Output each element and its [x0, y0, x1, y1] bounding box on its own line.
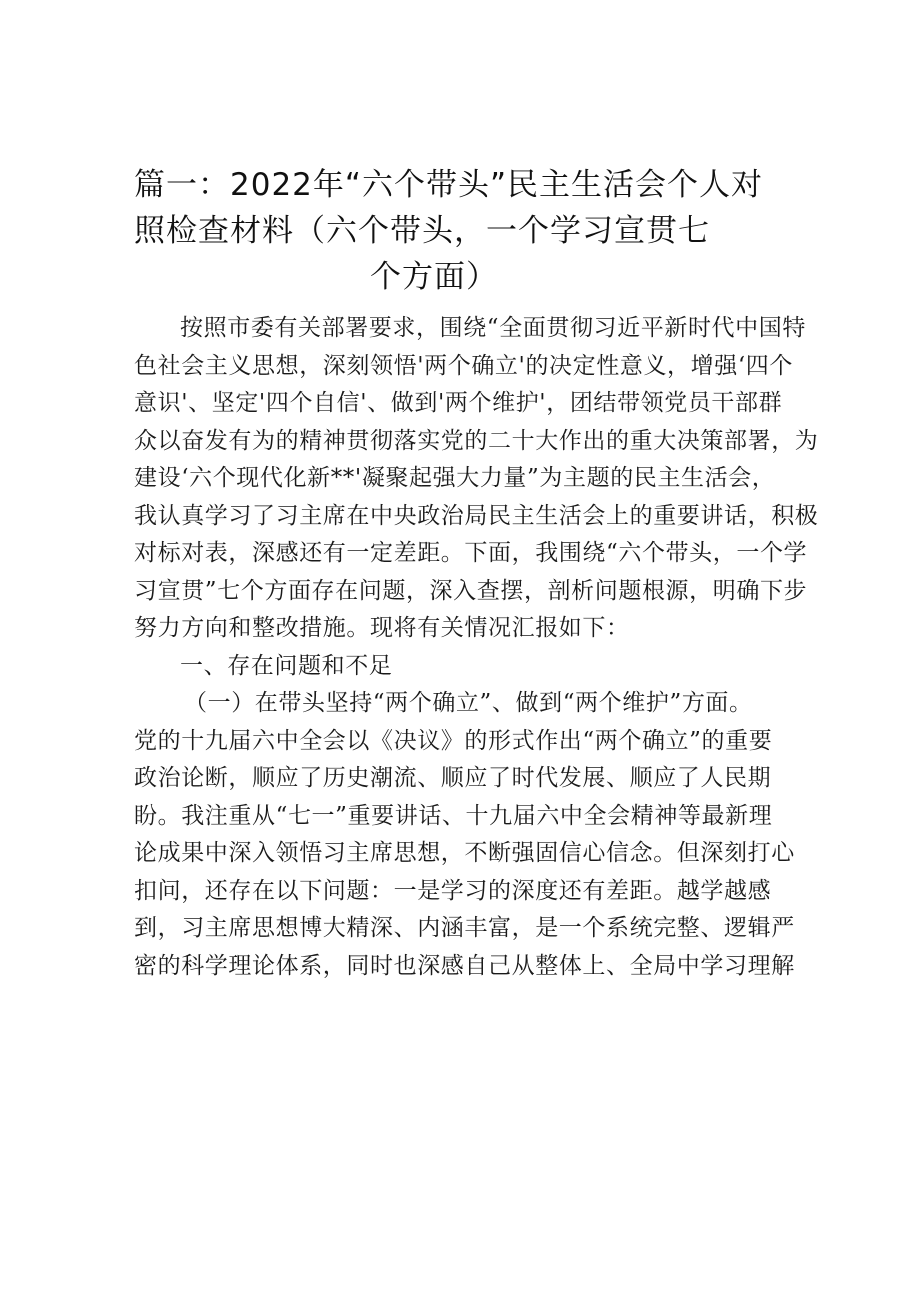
paragraph-line: 党的十九届六中全会以《决议》的形式作出“两个确立”的重要	[134, 727, 773, 754]
paragraph-line: 我认真学习了习主席在中央政治局民主生活会上的重要讲话，积极	[134, 502, 819, 529]
paragraph-line: 密的科学理论体系，同时也深感自己从整体上、全局中学习理解	[134, 952, 795, 979]
section-heading: 一、存在问题和不足	[180, 652, 393, 679]
paragraph-line: 众以奋发有为的精神贯彻落实党的二十大作出的重大决策部署，为	[134, 427, 819, 454]
paragraph-line: 按照市委有关部署要求，围绕“全面贯彻习近平新时代中国特	[180, 315, 806, 341]
paragraph-line: 习宣贯”七个方面存在问题，深入查摆，剖析问题根源，明确下步	[134, 577, 808, 604]
document-body	[134, 310, 819, 985]
paragraph-line: 意识'、坚定'四个自信'、做到'两个维护'，团结带领党员干部群	[134, 390, 783, 416]
title-line: 个方面）	[370, 259, 498, 295]
title-line: 篇一：2022年“六个带头”民主生活会个人对	[134, 167, 764, 203]
paragraph-line: 到，习主席思想博大精深、内涵丰富，是一个系统完整、逻辑严	[134, 915, 795, 941]
paragraph-line: 努力方向和整改措施。现将有关情况汇报如下：	[134, 615, 630, 641]
paragraph-line: 色社会主义思想，深刻领悟'两个确立'的决定性意义，增强‘四个	[134, 352, 793, 379]
paragraph-line: 对标对表，深感还有一定差距。下面，我围绕“六个带头，一个学	[134, 540, 808, 566]
paragraph-line: 扣问，还存在以下问题：一是学习的深度还有差距。越学越感	[134, 877, 772, 904]
title-line: 照检查材料（六个带头，一个学习宣贯七	[134, 213, 710, 249]
document-title	[134, 162, 794, 300]
paragraph-line: 政治论断，顺应了历史潮流、顺应了时代发展、顺应了人民期	[134, 765, 772, 791]
paragraph-line: 盼。我注重从“七一”重要讲话、十九届六中全会精神等最新理	[134, 802, 773, 829]
paragraph-line: 建设‘六个现代化新**'凝聚起强大力量”为主题的民主生活会，	[134, 465, 776, 491]
paragraph-line: 论成果中深入领悟习主席思想，不断强固信心信念。但深刻打心	[134, 840, 795, 866]
subsection-heading: （一）在带头坚持“两个确立”、做到“两个维护”方面。	[184, 690, 753, 716]
